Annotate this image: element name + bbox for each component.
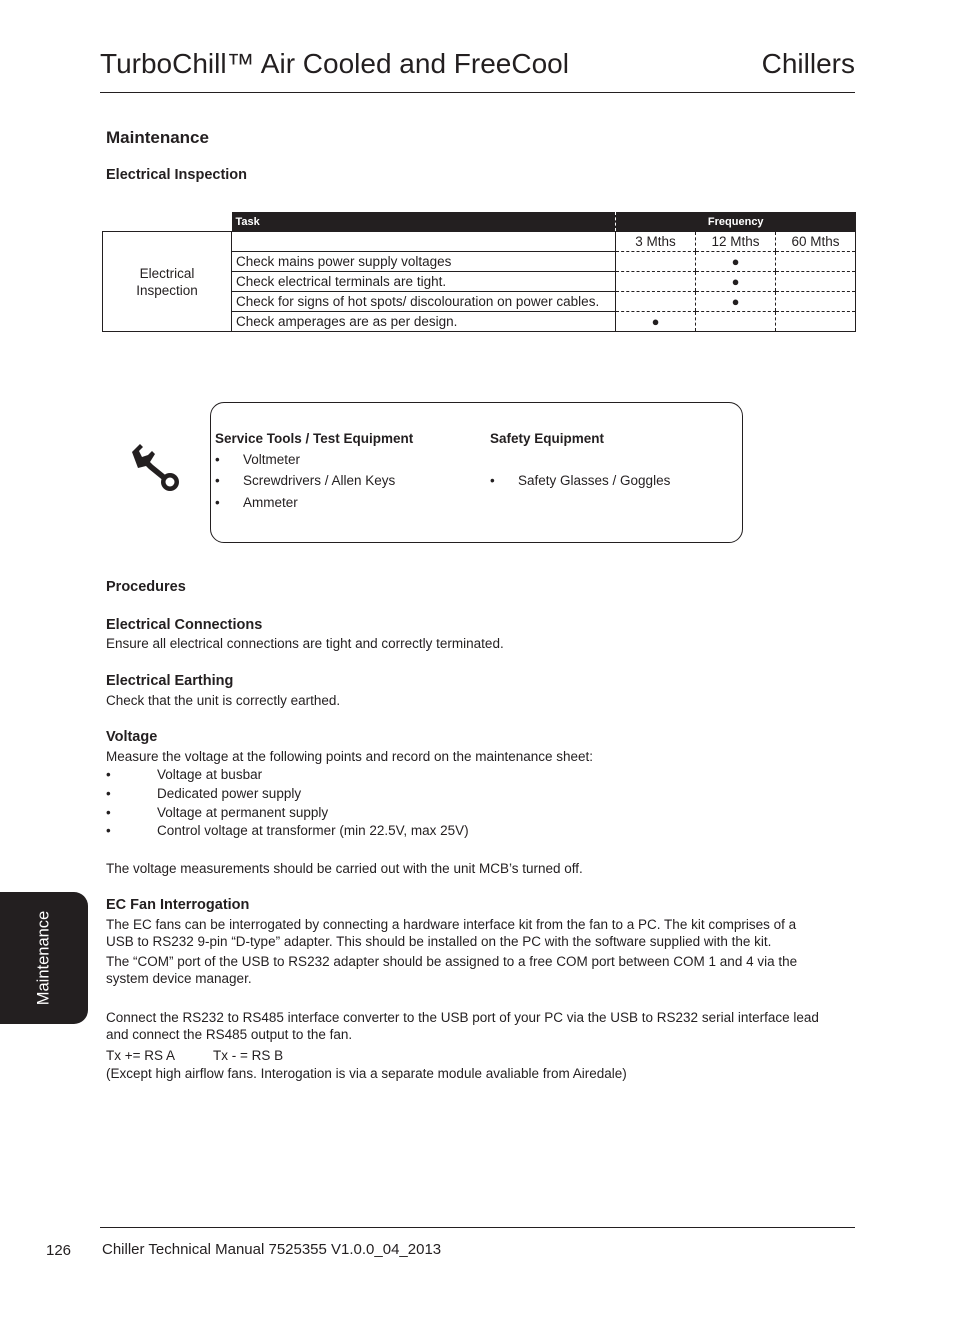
bullet: • bbox=[490, 473, 495, 488]
service-item: Ammeter bbox=[243, 495, 298, 510]
freq-subheader-row bbox=[103, 232, 856, 252]
page-header bbox=[100, 44, 855, 93]
bullet: • bbox=[106, 805, 111, 820]
ec-fan-para: system device manager. bbox=[106, 971, 252, 986]
freq-mark: ● bbox=[616, 312, 696, 332]
electrical-connections-title: Electrical Connections bbox=[106, 617, 263, 633]
voltage-item: Control voltage at transformer (min 22.5V, max 25V) bbox=[157, 823, 469, 838]
ec-fan-title: EC Fan Interrogation bbox=[106, 897, 250, 913]
freq-mark bbox=[776, 272, 856, 292]
footer-rule bbox=[100, 1227, 855, 1228]
freq-col-3m: 3 Mths bbox=[616, 232, 696, 252]
task-cell: Check mains power supply voltages bbox=[232, 252, 616, 272]
freq-mark bbox=[616, 272, 696, 292]
freq-col-12m: 12 Mths bbox=[696, 232, 776, 252]
inspection-table bbox=[102, 212, 856, 332]
ec-fan-para: USB to RS232 9-pin “D-type” adapter. This should be installed on the PC with the software supplied with the kit. bbox=[106, 934, 772, 949]
ec-fan-para: and connect the RS485 output to the fan. bbox=[106, 1027, 353, 1042]
footer-manual: Chiller Technical Manual 7525355 V1.0.0_04_2013 bbox=[102, 1241, 442, 1258]
bullet: • bbox=[215, 452, 220, 467]
safety-equipment-title: Safety Equipment bbox=[490, 431, 605, 446]
bullet: • bbox=[106, 786, 111, 801]
freq-mark: ● bbox=[696, 252, 776, 272]
freq-mark bbox=[776, 252, 856, 272]
voltage-item: Voltage at permanent supply bbox=[157, 805, 329, 820]
header-title: TurboChill™ Air Cooled and FreeCool bbox=[100, 48, 569, 79]
side-tab-label: Maintenance bbox=[34, 910, 53, 1006]
freq-mark bbox=[776, 312, 856, 332]
bullet: • bbox=[215, 473, 220, 488]
tx-rs-b: Tx - = RS B bbox=[213, 1048, 284, 1063]
freq-mark: ● bbox=[696, 272, 776, 292]
voltage-title: Voltage bbox=[106, 729, 158, 745]
col-frequency-header: Frequency bbox=[616, 212, 856, 232]
subsection-title: Electrical Inspection bbox=[106, 167, 248, 183]
bullet: • bbox=[106, 767, 111, 782]
freq-mark bbox=[776, 292, 856, 312]
service-tools-title: Service Tools / Test Equipment bbox=[215, 431, 414, 446]
electrical-earthing-text: Check that the unit is correctly earthed. bbox=[106, 693, 341, 708]
header-product: Chillers bbox=[761, 48, 855, 79]
tx-rs-a: Tx += RS A bbox=[106, 1048, 176, 1063]
task-cell: Check for signs of hot spots/ discolouration on power cables. bbox=[232, 292, 616, 312]
voltage-item: Voltage at busbar bbox=[157, 767, 263, 782]
bullet: • bbox=[215, 495, 220, 510]
col-task-header: Task bbox=[232, 212, 616, 232]
wrench-icon bbox=[128, 440, 184, 494]
ec-fan-note: (Except high airflow fans. Interogation is via a separate module avaliable from Airedale) bbox=[106, 1066, 627, 1081]
side-tab bbox=[0, 892, 88, 1024]
bullet: • bbox=[106, 823, 111, 838]
ec-fan-para: The “COM” port of the USB to RS232 adapter should be assigned to a free COM port between COM 1 and 4 via the bbox=[106, 954, 798, 969]
table-header-row bbox=[103, 212, 856, 232]
freq-mark bbox=[616, 292, 696, 312]
safety-item: Safety Glasses / Goggles bbox=[518, 473, 671, 488]
task-cell: Check amperages are as per design. bbox=[232, 312, 616, 332]
procedures-title: Procedures bbox=[106, 579, 186, 595]
freq-col-60m: 60 Mths bbox=[776, 232, 856, 252]
voltage-intro: Measure the voltage at the following points and record on the maintenance sheet: bbox=[106, 749, 594, 764]
freq-mark bbox=[616, 252, 696, 272]
ec-fan-para: The EC fans can be interrogated by connecting a hardware interface kit from the fan to a PC. The kit comprises of a bbox=[106, 917, 797, 932]
section-title: Maintenance bbox=[106, 128, 209, 147]
ec-fan-para: Connect the RS232 to RS485 interface converter to the USB port of your PC via the USB to RS232 serial interface lead bbox=[106, 1010, 819, 1025]
service-item: Voltmeter bbox=[243, 452, 301, 467]
task-cell: Check electrical terminals are tight. bbox=[232, 272, 616, 292]
voltage-item: Dedicated power supply bbox=[157, 786, 302, 801]
freq-mark: ● bbox=[696, 292, 776, 312]
freq-mark bbox=[696, 312, 776, 332]
electrical-earthing-title: Electrical Earthing bbox=[106, 673, 234, 689]
page-number: 126 bbox=[46, 1242, 72, 1259]
category-cell: Electrical Inspection bbox=[103, 232, 232, 332]
service-item: Screwdrivers / Allen Keys bbox=[243, 473, 396, 488]
electrical-connections-text: Ensure all electrical connections are tight and correctly terminated. bbox=[106, 636, 504, 651]
voltage-note: The voltage measurements should be carried out with the unit MCB’s turned off. bbox=[106, 861, 583, 876]
